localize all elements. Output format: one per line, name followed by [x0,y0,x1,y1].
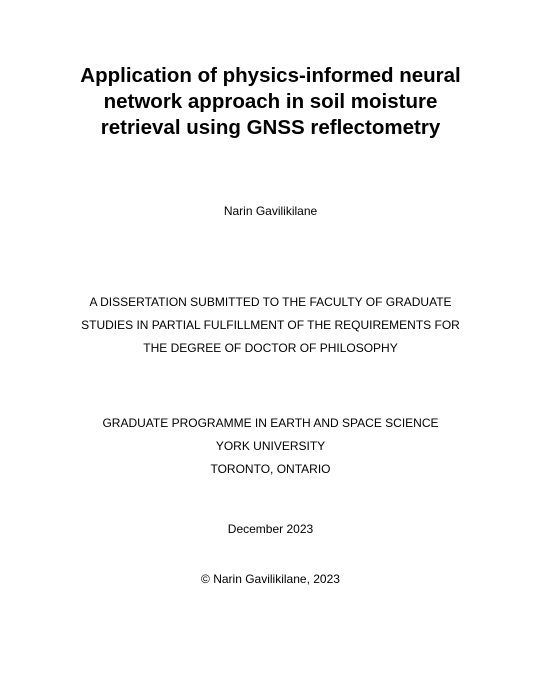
statement-line: A DISSERTATION SUBMITTED TO THE FACULTY OF GRADUATE [89,295,452,309]
dissertation-title [20,63,521,141]
program-block [20,412,521,481]
submission-date: December 2023 [227,522,314,536]
title-line: network approach in soil moisture [103,90,438,113]
statement-line: STUDIES IN PARTIAL FULFILLMENT OF THE REQUIREMENTS FOR [81,318,460,332]
location: TORONTO, ONTARIO [210,462,331,476]
copyright-notice: © Narin Gavilikilane, 2023 [201,572,340,586]
author-name: Narin Gavilikilane [223,204,318,218]
program-name: GRADUATE PROGRAMME IN EARTH AND SPACE SCIENCE [102,416,439,430]
title-line: Application of physics-informed neural [80,64,461,87]
university-name: YORK UNIVERSITY [215,439,326,453]
title-line: retrieval using GNSS reflectometry [100,116,441,139]
statement-line: THE DEGREE OF DOCTOR OF PHILOSOPHY [143,341,398,355]
submission-statement [20,291,521,360]
